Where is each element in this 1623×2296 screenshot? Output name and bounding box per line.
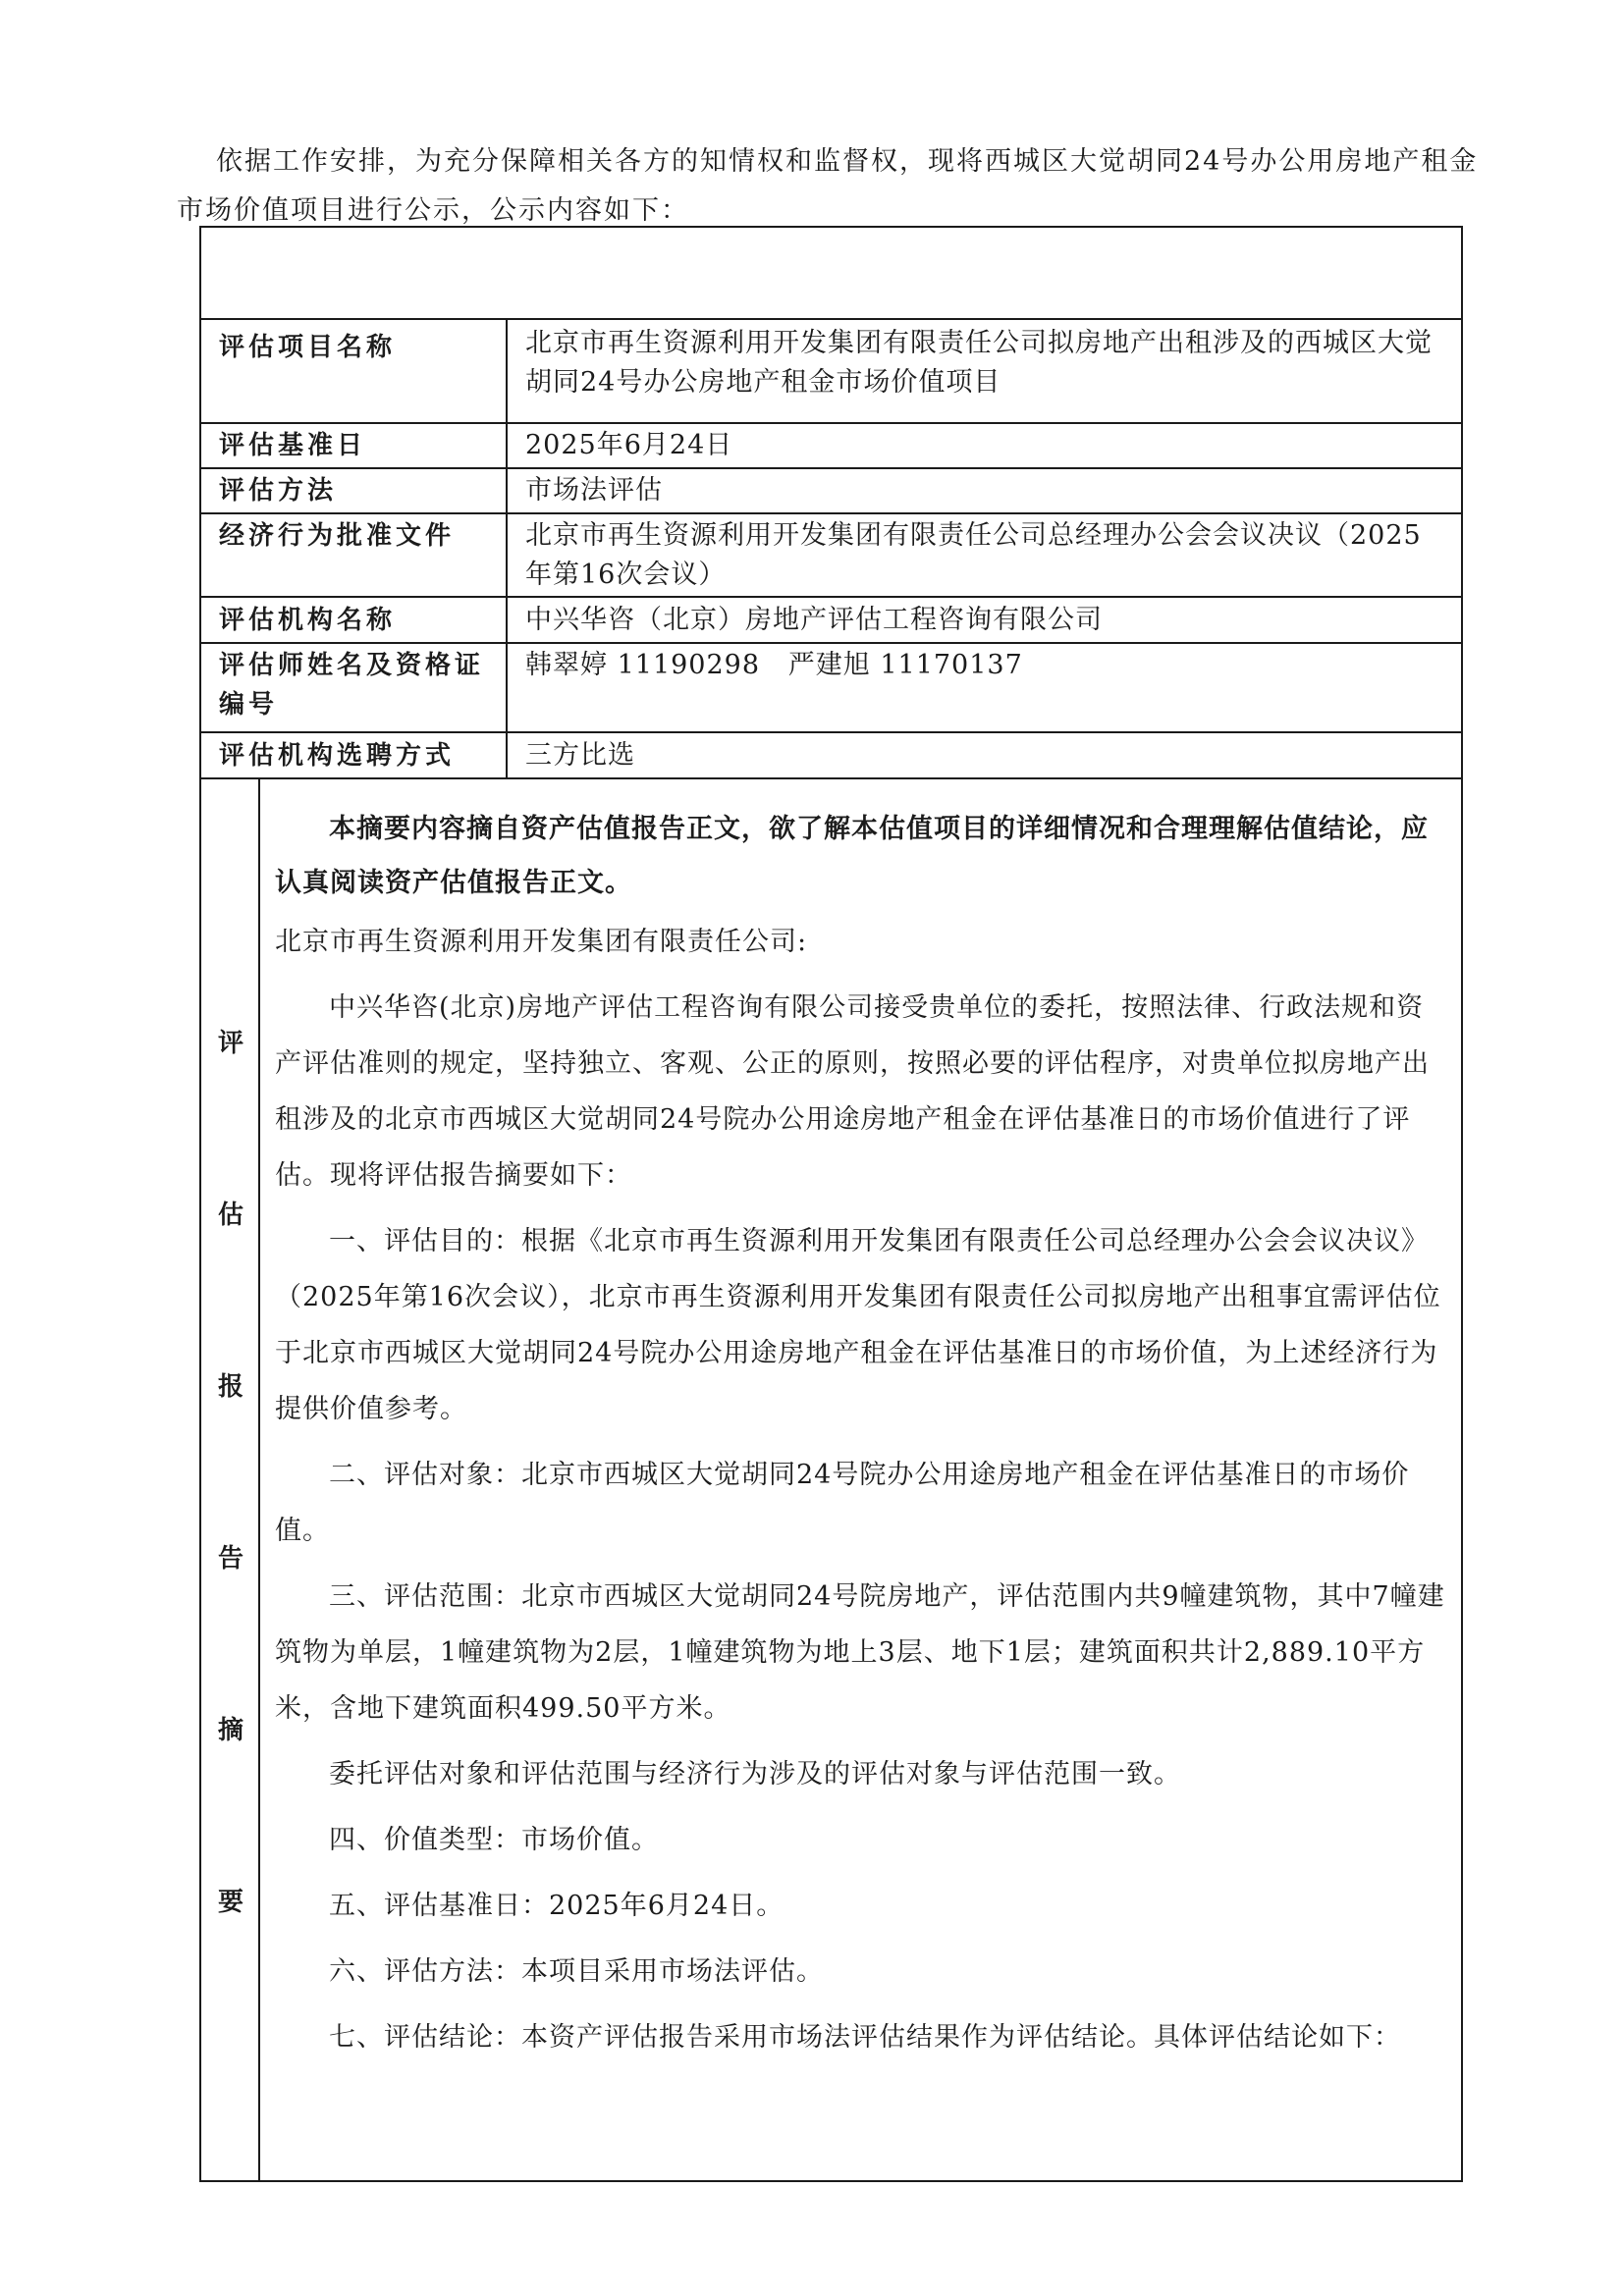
label-base-date: 评估基准日 [219,431,367,460]
summary-paragraph: 五、评估基准日：2025年6月24日。 [329,1891,784,1921]
value-approval-doc: 北京市再生资源利用开发集团有限责任公司总经理办公会会议决议（2025年第16次会议） [525,520,1422,590]
summary-paragraph: 四、价值类型：市场价值。 [329,1825,659,1855]
summary-paragraph: 委托评估对象和评估范围与经济行为涉及的评估对象与评估范围一致。 [329,1759,1181,1789]
value-agency-name: 中兴华咨（北京）房地产评估工程咨询有限公司 [525,605,1103,635]
summary-paragraph: 六、评估方法：本项目采用市场法评估。 [329,1956,824,1987]
summary-body [275,802,1448,2065]
summary-paragraph: 七、评估结论：本资产评估报告采用市场法评估结果作为评估结论。具体评估结论如下： [329,2022,1401,2053]
side-label-char: 摘 [217,1716,243,1745]
summary-paragraph: 一、评估目的：根据《北京市再生资源利用开发集团有限责任公司总经理办公会会议决议》（2025年第16次会议），北京市再生资源利用开发集团有限责任公司拟房地产出租事宜需评估位于北京市西城区大觉胡同24号院办公用途房地产租金在评估基准日的市场价值，为上述经济行为提供价值参考。 [275,1226,1441,1424]
label-project-name: 评估项目名称 [219,333,397,362]
value-base-date: 2025年6月24日 [525,430,733,460]
summary-paragraph: 三、评估范围：北京市西城区大觉胡同24号院房地产，评估范围内共9幢建筑物，其中7幢建筑物为单层，1幢建筑物为2层，1幢建筑物为地上3层、地下1层；建筑面积共计2,889.10平方米，含地下建筑面积499.50平方米。 [275,1581,1445,1724]
label-selection: 评估机构选聘方式 [219,741,456,771]
side-label-char: 评 [217,1029,243,1058]
side-label-char: 报 [217,1372,243,1402]
label-appraiser: 评估师姓名及资格证编号 [219,651,485,720]
summary-addressee: 北京市再生资源利用开发集团有限责任公司: [275,927,808,957]
info-table [199,226,1463,2182]
label-approval-doc: 经济行为批准文件 [219,521,456,551]
label-method: 评估方法 [219,476,338,506]
value-method: 市场法评估 [525,475,663,506]
summary-paragraph: 二、评估对象：北京市西城区大觉胡同24号院办公用途房地产租金在评估基准日的市场价值。 [275,1460,1410,1546]
side-label-char: 估 [217,1201,243,1230]
value-selection: 三方比选 [525,740,635,771]
value-project-name: 北京市再生资源利用开发集团有限责任公司拟房地产出租涉及的西城区大觉胡同24号办公房地产租金市场价值项目 [525,328,1433,398]
summary-note: 本摘要内容摘自资产估值报告正文，欲了解本估值项目的详细情况和合理理解估值结论，应认真阅读资产估值报告正文。 [275,814,1429,898]
summary-paragraph: 中兴华咨(北京)房地产评估工程咨询有限公司接受贵单位的委托，按照法律、行政法规和资产评估准则的规定，坚持独立、客观、公正的原则，按照必要的评估程序，对贵单位拟房地产出租涉及的北京市西城区大觉胡同24号院办公用途房地产租金在评估基准日的市场价值进行了评估。现将评估报告摘要如下： [275,992,1430,1191]
intro-text: 依据工作安排，为充分保障相关各方的知情权和监督权，现将西城区大觉胡同24号办公用房地产租金市场价值项目进行公示，公示内容如下： [177,146,1479,226]
side-label-char: 要 [217,1888,243,1917]
value-appraiser: 韩翠婷 11190298 严建旭 11170137 [525,650,1023,680]
label-agency-name: 评估机构名称 [219,606,397,635]
side-label-char: 告 [217,1544,243,1574]
